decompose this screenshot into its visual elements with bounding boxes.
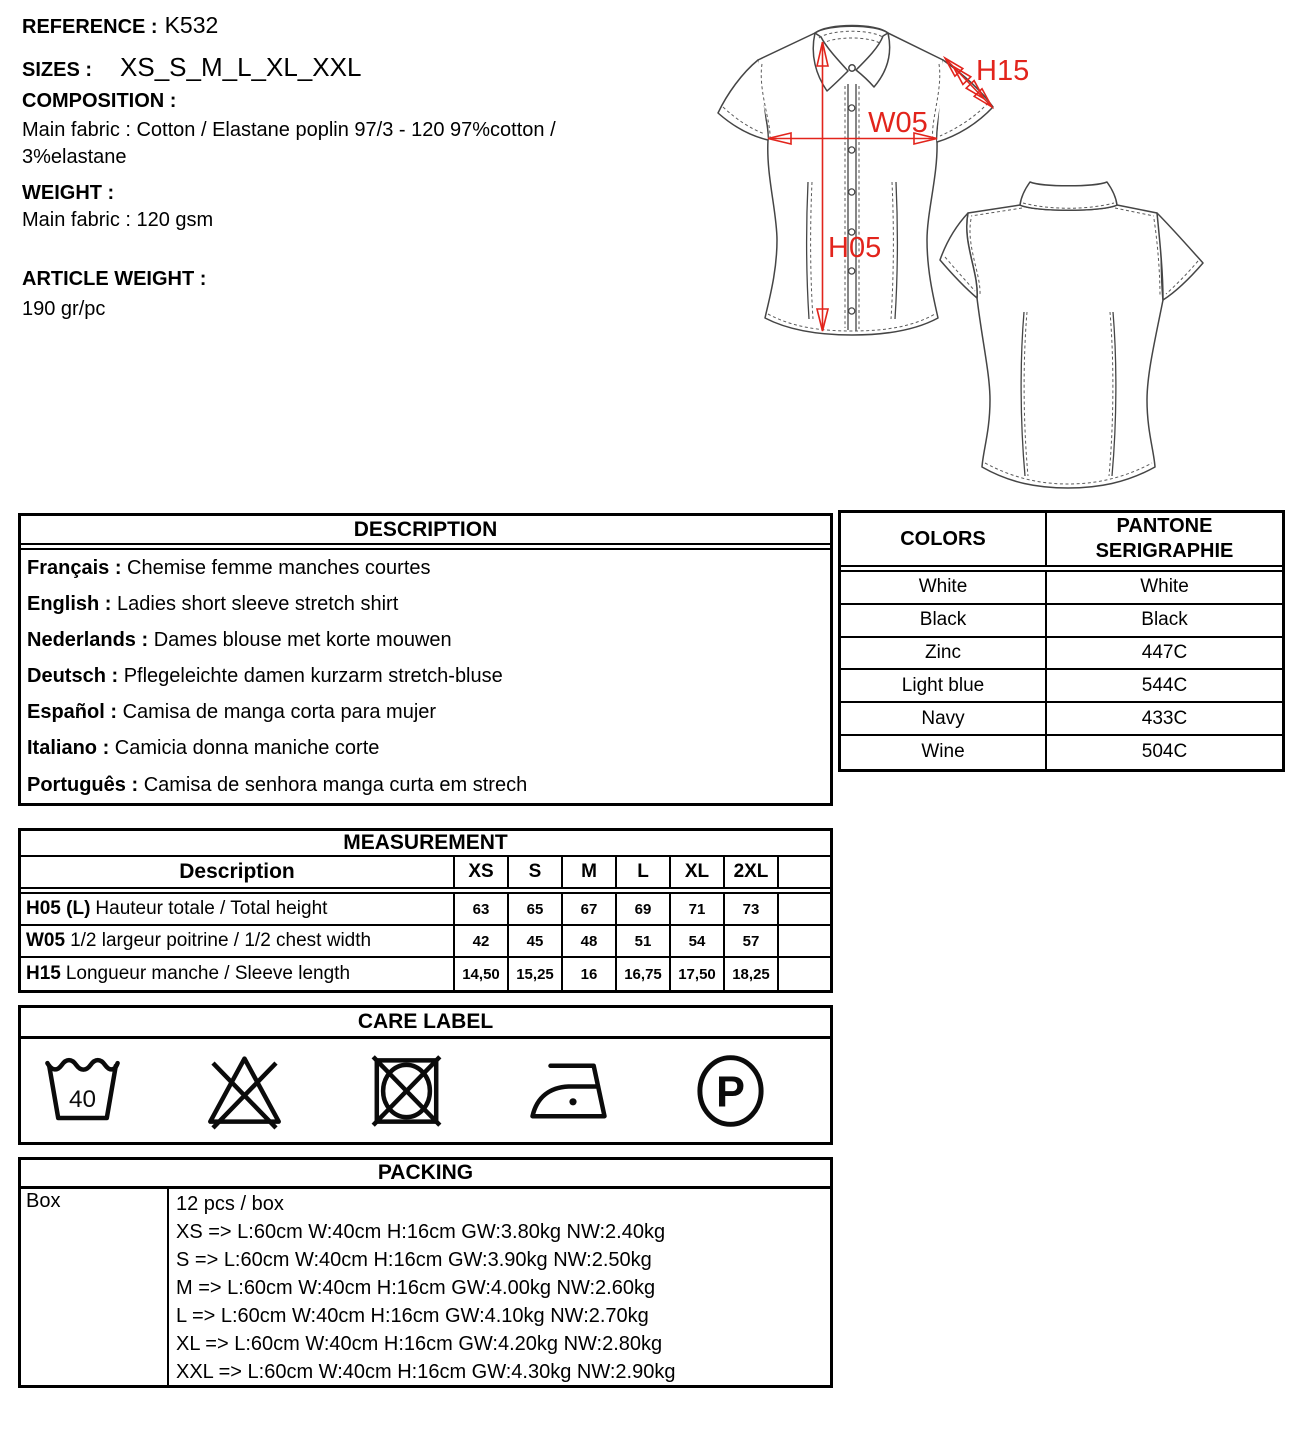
description-title: DESCRIPTION: [21, 516, 830, 550]
weight-heading: WEIGHT :: [22, 182, 115, 204]
packing-line: XS => L:60cm W:40cm H:16cm GW:3.80kg NW:2.40kg: [176, 1221, 666, 1243]
wash-40-icon: [35, 1046, 130, 1136]
color-row: Black Black: [841, 605, 1282, 638]
composition-value: Main fabric : Cotton / Elastane poplin 97/3 - 120 97%cotton / 3%elastane: [22, 119, 556, 168]
measurement-header-description: Description: [21, 857, 455, 887]
sizes-line: [22, 52, 361, 83]
weight-value: Main fabric : 120 gsm: [22, 209, 214, 231]
do-not-bleach-icon: [197, 1046, 292, 1136]
measurement-title: MEASUREMENT: [21, 831, 830, 857]
reference-value: K532: [164, 12, 219, 38]
care-label-title: CARE LABEL: [21, 1008, 830, 1039]
measurement-row-h15: H15 Longueur manche / Sleeve length 14,50 15,25 16 16,75 17,50 18,25: [21, 958, 830, 990]
packing-line: L => L:60cm W:40cm H:16cm GW:4.10kg NW:2.70kg: [176, 1305, 649, 1327]
packing-lines: [169, 1189, 830, 1385]
reference-label: REFERENCE :: [22, 16, 158, 38]
care-label-table: [18, 1005, 833, 1145]
color-row: Zinc 447C: [841, 638, 1282, 671]
do-not-tumble-dry-icon: [359, 1046, 454, 1136]
measurement-table: [18, 828, 833, 993]
colors-header: [841, 513, 1282, 572]
shirt-back-outline: [940, 182, 1203, 488]
article-weight-heading: ARTICLE WEIGHT :: [22, 268, 207, 290]
care-symbols-row: [21, 1039, 830, 1142]
packing-line: M => L:60cm W:40cm H:16cm GW:4.00kg NW:2.60kg: [176, 1277, 656, 1299]
article-weight-value: 190 gr/pc: [22, 298, 106, 320]
sizes-value: XS_S_M_L_XL_XXL: [120, 52, 362, 82]
packing-title: PACKING: [21, 1160, 830, 1189]
colors-header-pantone: PANTONE SERIGRAPHIE: [1095, 515, 1234, 562]
reference-line: [22, 12, 218, 39]
packing-line: XL => L:60cm W:40cm H:16cm GW:4.20kg NW:2.80kg: [176, 1333, 663, 1355]
measurement-header-row: [21, 857, 830, 894]
svg-text:P: P: [716, 1067, 745, 1116]
description-row: Español : Camisa de manga corta para mujer: [27, 701, 437, 724]
measurement-row-w05: W05 1/2 largeur poitrine / 1/2 chest width 42 45 48 51 54 57: [21, 926, 830, 958]
colors-table: [838, 510, 1285, 772]
color-row: Navy 433C: [841, 703, 1282, 736]
color-row: Wine 504C: [841, 736, 1282, 769]
packing-box-label: Box: [21, 1189, 169, 1385]
color-row: Light blue 544C: [841, 670, 1282, 703]
description-rows: [21, 550, 830, 803]
packing-line: S => L:60cm W:40cm H:16cm GW:3.90kg NW:2.50kg: [176, 1249, 652, 1271]
colors-header-color: COLORS: [841, 513, 1047, 565]
description-table: [18, 513, 833, 806]
description-row: Italiano : Camicia donna maniche corte: [27, 737, 380, 760]
h15-measure-label: H15: [976, 55, 1030, 87]
size-header-m: M: [563, 857, 617, 887]
size-header-s: S: [509, 857, 563, 887]
h05-measure-label: H05: [828, 232, 882, 264]
measurement-row-h05: H05 (L) Hauteur totale / Total height 63 65 67 69 71 73: [21, 894, 830, 926]
packing-line: XXL => L:60cm W:40cm H:16cm GW:4.30kg NW:2.90kg: [176, 1361, 676, 1383]
packing-table: [18, 1157, 833, 1388]
description-row: Português : Camisa de senhora manga curta em strech: [27, 773, 528, 796]
packing-line: 12 pcs / box: [176, 1193, 284, 1215]
sizes-label: SIZES :: [22, 59, 93, 81]
size-header-2xl: 2XL: [725, 857, 779, 887]
w05-measure-label: W05: [868, 107, 928, 139]
description-row: Français : Chemise femme manches courtes: [27, 557, 431, 579]
description-row: Nederlands : Dames blouse met korte mouwen: [27, 629, 452, 652]
description-row: Deutsch : Pflegeleichte damen kurzarm stretch-bluse: [27, 665, 503, 688]
size-header-l: L: [617, 857, 671, 887]
size-header-xl: XL: [671, 857, 725, 887]
packing-body: [21, 1189, 830, 1385]
dry-clean-p-icon: [683, 1046, 778, 1136]
iron-one-dot-icon: [521, 1046, 616, 1136]
svg-text:40: 40: [68, 1085, 97, 1113]
garment-technical-drawing: [690, 0, 1304, 500]
color-row: White White: [841, 572, 1282, 605]
description-row: English : Ladies short sleeve stretch shirt: [27, 593, 399, 616]
size-header-xs: XS: [455, 857, 509, 887]
composition-heading: COMPOSITION :: [22, 90, 177, 112]
size-header-empty: [779, 857, 830, 887]
